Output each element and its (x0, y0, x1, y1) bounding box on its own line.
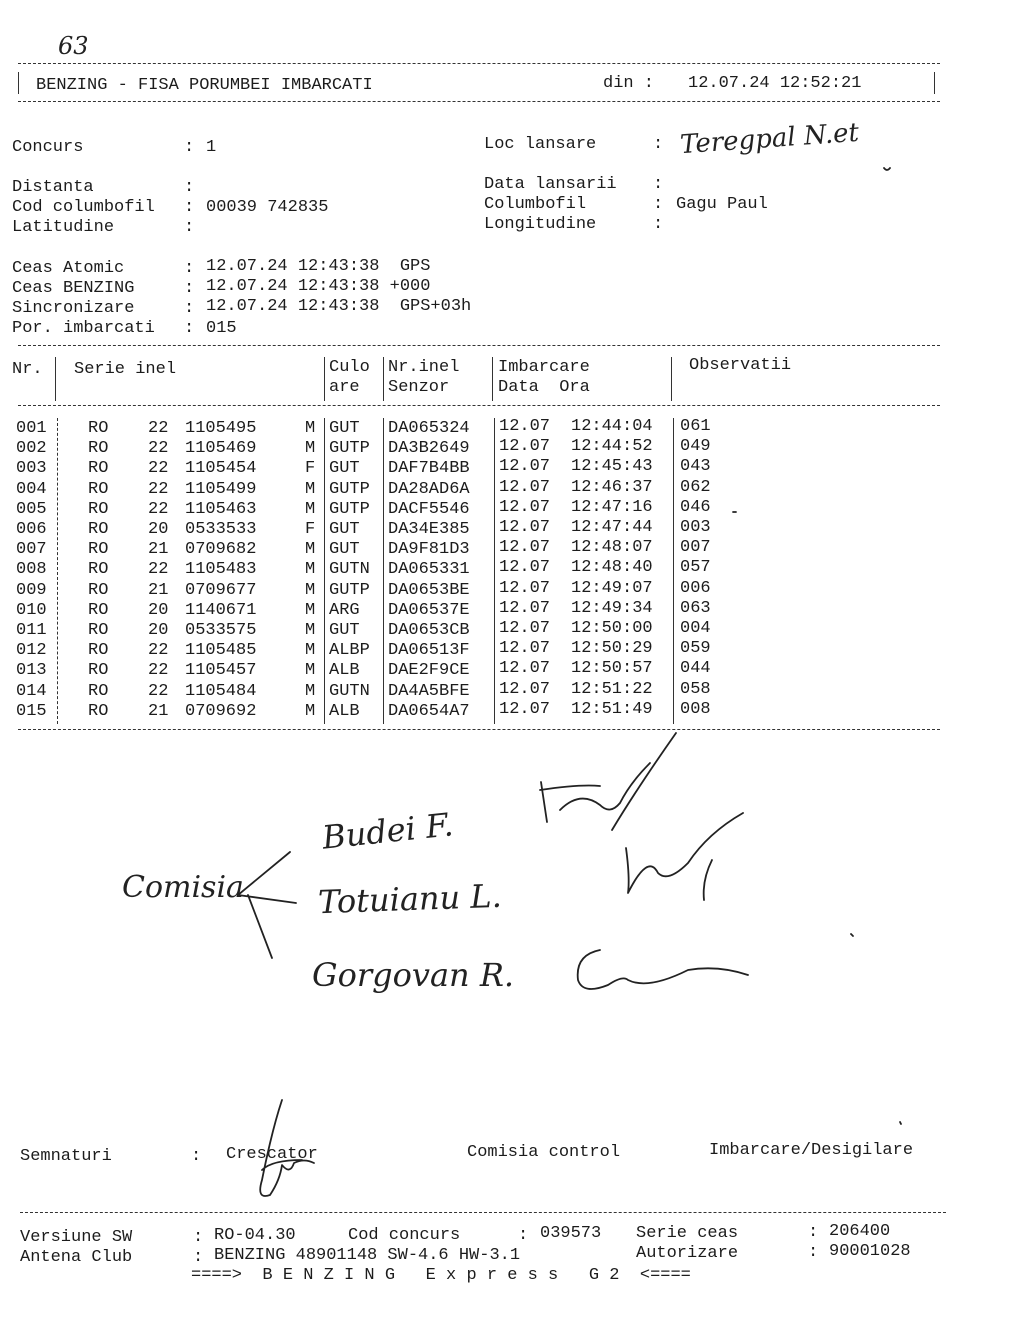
cell-senzor: DA0653CB (388, 621, 470, 640)
cell-culoare: ALB (329, 701, 360, 721)
cell-ora: 12:51:49 (571, 699, 653, 719)
cell-numar: 1105484 (185, 681, 257, 701)
antena-club-label: Antena Club (20, 1248, 133, 1267)
table-row (0, 578, 1024, 601)
din-label: din : (603, 74, 655, 93)
table-row (0, 497, 1024, 520)
cod-columbofil-label: Cod columbofil (12, 198, 155, 217)
cell-senzor: DAE2F9CE (388, 661, 470, 681)
antena-club-value: BENZING 48901148 SW-4.6 HW-3.1 (214, 1246, 521, 1265)
cell-data: 12.07 (499, 497, 551, 517)
imbarcare-desigilare-label: Imbarcare/Desigilare (709, 1141, 914, 1160)
cell-observatii: 057 (680, 558, 711, 578)
col-header-nr-inel-2: Senzor (388, 378, 450, 397)
col-header-culoare-2: are (329, 378, 360, 397)
col-header-nr: Nr. (12, 360, 43, 379)
cell-ora: 12:50:00 (571, 619, 653, 638)
cell-data: 12.07 (499, 518, 551, 537)
cell-an: 21 (148, 580, 169, 600)
cell-data: 12.07 (499, 578, 551, 598)
cell-data: 12.07 (499, 679, 551, 699)
cell-numar: 1140671 (185, 600, 257, 620)
cell-culoare: GUTP (329, 479, 370, 499)
sincronizare-label: Sincronizare (12, 299, 135, 318)
loc-lansare-label: Loc lansare (484, 135, 597, 154)
cell-culoare: GUT (329, 621, 360, 640)
benzing-express-banner: ====> B E N Z I N G E x p r e s s G 2 <==== (191, 1266, 691, 1285)
header-right-bar (934, 72, 935, 94)
concurs-value: 1 (206, 138, 217, 157)
cell-observatii: 063 (680, 598, 711, 618)
cell-an: 22 (148, 499, 169, 519)
table-row (0, 679, 1024, 702)
cell-observatii: 004 (680, 619, 711, 638)
table-row (0, 661, 1024, 681)
concurs-colon: : (184, 138, 195, 157)
cod-concurs-value: 039573 (540, 1224, 602, 1243)
cell-numar: 0709677 (185, 580, 257, 600)
document-title: BENZING - FISA PORUMBEI IMBARCATI (36, 76, 373, 95)
cod-concurs-colon: : (518, 1226, 529, 1245)
cell-culoare: GUTN (329, 560, 370, 580)
data-lansarii-colon: : (653, 175, 664, 194)
versiune-sw-value: RO-04.30 (214, 1226, 296, 1245)
cell-sex: F (305, 520, 316, 539)
signature-member-1 (540, 763, 650, 822)
cod-columbofil-value: 00039 742835 (206, 198, 329, 217)
cell-sex: M (305, 600, 316, 620)
cell-observatii: 058 (680, 679, 711, 699)
cell-tara: RO (88, 459, 109, 479)
autorizare-label: Autorizare (636, 1244, 739, 1263)
body-divider-serie (324, 418, 325, 724)
cell-ora: 12:51:22 (571, 679, 653, 699)
cell-senzor: DAF7B4BB (388, 459, 470, 479)
ceas-benzing-label: Ceas BENZING (12, 279, 135, 298)
cell-observatii: 043 (680, 457, 711, 477)
cell-culoare: GUT (329, 459, 360, 479)
cell-an: 20 (148, 600, 169, 620)
cell-culoare: GUTP (329, 439, 370, 459)
cell-data: 12.07 (499, 699, 551, 719)
semnaturi-label: Semnaturi (20, 1147, 112, 1166)
ceas-atomic-value: 12.07.24 12:43:38 GPS (206, 257, 431, 276)
cell-observatii: 059 (680, 639, 711, 659)
commission-label-handwritten: Comisia (122, 870, 244, 905)
cell-tara: RO (88, 681, 109, 701)
cell-numar: 1105495 (185, 419, 257, 438)
table-row (0, 439, 1024, 459)
cell-data: 12.07 (499, 619, 551, 638)
cell-ora: 12:48:07 (571, 538, 653, 558)
data-lansarii-label: Data lansarii (484, 175, 617, 194)
cell-numar: 0533575 (185, 621, 257, 640)
sincronizare-colon: : (184, 299, 195, 318)
loc-lansare-handwritten: Teregpal N.et (679, 117, 860, 161)
cell-nr: 006 (16, 520, 47, 539)
col-divider-senzor (492, 357, 493, 401)
cell-senzor: DA0653BE (388, 580, 470, 600)
handwritten-page-number: 63 (58, 32, 89, 60)
semnaturi-colon: : (191, 1147, 202, 1166)
cell-culoare: GUTN (329, 681, 370, 701)
commission-bracket (238, 852, 296, 958)
cell-senzor: DACF5546 (388, 499, 470, 519)
cell-senzor: DA28AD6A (388, 479, 470, 499)
cell-data: 12.07 (499, 457, 551, 477)
table-row (0, 641, 1024, 661)
cell-sex: M (305, 621, 316, 640)
cell-data: 12.07 (499, 437, 551, 457)
cell-ora: 12:47:16 (571, 497, 653, 517)
table-row (0, 477, 1024, 500)
cell-senzor: DA06537E (388, 600, 470, 620)
cell-culoare: GUT (329, 540, 360, 560)
cell-numar: 1105469 (185, 439, 257, 459)
cell-tara: RO (88, 419, 109, 438)
table-top-rule (18, 345, 940, 346)
cell-ora: 12:49:07 (571, 578, 653, 598)
col-divider-nr (55, 357, 56, 401)
cell-tara: RO (88, 580, 109, 600)
por-imbarcati-value: 015 (206, 319, 237, 338)
loc-lansare-tick (884, 168, 890, 170)
table-row (0, 621, 1024, 641)
cell-senzor: DA9F81D3 (388, 540, 470, 560)
header-bottom-rule (18, 101, 940, 102)
cell-ora: 12:50:57 (571, 659, 653, 679)
serie-ceas-value: 206400 (829, 1222, 891, 1241)
cell-nr: 008 (16, 560, 47, 580)
serie-ceas-label: Serie ceas (636, 1224, 739, 1243)
cell-sex: M (305, 560, 316, 580)
cell-an: 20 (148, 621, 169, 640)
body-divider-nr (57, 418, 58, 724)
cod-columbofil-colon: : (184, 198, 195, 217)
cell-senzor: DA065331 (388, 560, 470, 580)
col-divider-culoare (383, 357, 384, 401)
cell-senzor: DA4A5BFE (388, 681, 470, 701)
cell-sex: M (305, 681, 316, 701)
cell-ora: 12:48:40 (571, 558, 653, 578)
col-header-imbarcare-2: Data Ora (498, 378, 590, 397)
commission-member-3-handwritten: Gorgovan R. (312, 956, 515, 994)
stray-dot-1 (851, 934, 853, 936)
cell-observatii: 008 (680, 699, 711, 719)
cell-sex: M (305, 439, 316, 459)
cell-tara: RO (88, 600, 109, 620)
cell-senzor: DA06513F (388, 641, 470, 661)
commission-member-1-handwritten: Budei F. (320, 805, 455, 857)
signature-member-2 (626, 813, 743, 900)
cell-numar: 1105463 (185, 499, 257, 519)
cell-tara: RO (88, 621, 109, 640)
distanta-label: Distanta (12, 178, 94, 197)
cell-tara: RO (88, 641, 109, 661)
cell-an: 21 (148, 701, 169, 721)
cell-senzor: DA34E385 (388, 520, 470, 539)
cell-tara: RO (88, 701, 109, 721)
cell-culoare: GUT (329, 419, 360, 438)
col-header-nr-inel-1: Nr.inel (388, 358, 460, 377)
por-imbarcati-label: Por. imbarcati (12, 319, 155, 338)
cell-ora: 12:44:04 (571, 417, 653, 436)
table-row (0, 699, 1024, 722)
cell-nr: 005 (16, 499, 47, 519)
cell-nr: 001 (16, 419, 47, 438)
cell-an: 21 (148, 540, 169, 560)
latitudine-label: Latitudine (12, 218, 115, 237)
cell-data: 12.07 (499, 639, 551, 659)
cell-culoare: GUT (329, 520, 360, 539)
cell-data: 12.07 (499, 417, 551, 436)
cell-nr: 015 (16, 701, 47, 721)
commission-member-2-handwritten: Totuianu L. (317, 876, 503, 922)
cell-numar: 1105485 (185, 641, 257, 661)
cell-ora: 12:44:52 (571, 437, 653, 457)
cell-ora: 12:49:34 (571, 598, 653, 618)
cell-nr: 010 (16, 600, 47, 620)
col-header-imbarcare-1: Imbarcare (498, 358, 590, 377)
body-divider-imbarcare (673, 418, 674, 724)
cell-culoare: ARG (329, 600, 360, 620)
cell-nr: 003 (16, 459, 47, 479)
cell-observatii: 003 (680, 518, 711, 537)
cell-culoare: ALB (329, 661, 360, 681)
cell-an: 22 (148, 560, 169, 580)
table-row (0, 459, 1024, 479)
cell-culoare: GUTP (329, 580, 370, 600)
cell-data: 12.07 (499, 558, 551, 578)
table-row (0, 419, 1024, 439)
cell-nr: 012 (16, 641, 47, 661)
cell-sex: M (305, 479, 316, 499)
table-row (0, 560, 1024, 580)
cell-culoare: ALBP (329, 641, 370, 661)
table-bottom-rule (18, 729, 940, 730)
cod-concurs-label: Cod concurs (348, 1226, 461, 1245)
versiune-sw-colon: : (193, 1228, 204, 1247)
cell-tara: RO (88, 439, 109, 459)
autorizare-colon: : (808, 1243, 819, 1262)
col-header-culoare-1: Culo (329, 358, 370, 377)
columbofil-colon: : (653, 195, 664, 214)
cell-tara: RO (88, 520, 109, 539)
cell-ora: 12:47:44 (571, 518, 653, 537)
cell-observatii: 049 (680, 437, 711, 457)
cell-nr: 013 (16, 661, 47, 681)
cell-numar: 0533533 (185, 520, 257, 539)
cell-data: 12.07 (499, 598, 551, 618)
antena-club-colon: : (193, 1248, 204, 1267)
serie-ceas-colon: : (808, 1223, 819, 1242)
cell-culoare: GUTP (329, 499, 370, 519)
cell-ora: 12:46:37 (571, 477, 653, 497)
cell-observatii: 007 (680, 538, 711, 558)
cell-senzor: DA3B2649 (388, 439, 470, 459)
autorizare-value: 90001028 (829, 1242, 911, 1261)
cell-sex: M (305, 499, 316, 519)
cell-sex: M (305, 641, 316, 661)
ceas-benzing-colon: : (184, 279, 195, 298)
cell-an: 20 (148, 520, 169, 539)
cell-numar: 1105483 (185, 560, 257, 580)
header-left-bar (18, 72, 19, 94)
versiune-sw-label: Versiune SW (20, 1228, 133, 1247)
cell-nr: 014 (16, 681, 47, 701)
col-header-observatii: Observatii (689, 356, 792, 375)
cell-nr: 004 (16, 479, 47, 499)
loc-lansare-colon: : (653, 135, 664, 154)
footer-top-rule (20, 1212, 946, 1213)
cell-data: 12.07 (499, 538, 551, 558)
cell-data: 12.07 (499, 659, 551, 679)
signature-slash-long (612, 733, 676, 830)
crescator-label: Crescator (226, 1145, 318, 1164)
ceas-atomic-colon: : (184, 259, 195, 278)
cell-an: 22 (148, 479, 169, 499)
cell-an: 22 (148, 661, 169, 681)
cell-nr: 009 (16, 580, 47, 600)
stray-dot-2 (900, 1122, 901, 1124)
cell-ora: 12:50:29 (571, 639, 653, 659)
cell-senzor: DA065324 (388, 419, 470, 438)
cell-numar: 1105454 (185, 459, 257, 479)
cell-nr: 002 (16, 439, 47, 459)
cell-tara: RO (88, 540, 109, 560)
cell-tara: RO (88, 479, 109, 499)
distanta-colon: : (184, 178, 195, 197)
ceas-atomic-label: Ceas Atomic (12, 259, 125, 278)
table-row (0, 520, 1024, 540)
cell-observatii: 062 (680, 477, 711, 497)
cell-numar: 1105499 (185, 479, 257, 499)
cell-tara: RO (88, 661, 109, 681)
cell-sex: M (305, 701, 316, 721)
cell-nr: 011 (16, 621, 47, 640)
col-divider-serie (324, 357, 325, 401)
cell-nr: 007 (16, 540, 47, 560)
cell-sex: M (305, 540, 316, 560)
concurs-label: Concurs (12, 138, 84, 157)
cell-sex: M (305, 580, 316, 600)
cell-an: 22 (148, 459, 169, 479)
cell-tara: RO (88, 560, 109, 580)
cell-observatii: 061 (680, 417, 711, 436)
sincronizare-value: 12.07.24 12:43:38 GPS+03h (206, 297, 472, 316)
cell-data: 12.07 (499, 477, 551, 497)
body-divider-senzor (494, 418, 495, 724)
din-value: 12.07.24 12:52:21 (688, 74, 862, 93)
cell-numar: 0709682 (185, 540, 257, 560)
longitudine-label: Longitudine (484, 215, 597, 234)
comisia-control-label: Comisia control (467, 1143, 621, 1162)
cell-numar: 1105457 (185, 661, 257, 681)
cell-senzor: DA0654A7 (388, 701, 470, 721)
cell-an: 22 (148, 681, 169, 701)
cell-an: 22 (148, 419, 169, 438)
table-header-rule (18, 405, 940, 406)
table-row (0, 540, 1024, 560)
longitudine-colon: : (653, 215, 664, 234)
table-row (0, 598, 1024, 621)
cell-sex: M (305, 419, 316, 438)
col-divider-imbarcare (671, 357, 672, 401)
cell-observatii: 006 (680, 578, 711, 598)
cell-sex: F (305, 459, 316, 479)
latitudine-colon: : (184, 218, 195, 237)
body-divider-culoare (383, 418, 384, 724)
cell-an: 22 (148, 641, 169, 661)
cell-observatii: 046 (680, 497, 711, 517)
cell-tara: RO (88, 499, 109, 519)
signature-member-3 (578, 950, 748, 989)
cell-observatii: 044 (680, 659, 711, 679)
cell-an: 22 (148, 439, 169, 459)
cell-sex: M (305, 661, 316, 681)
columbofil-label: Columbofil (484, 195, 587, 214)
por-imbarcati-colon: : (184, 319, 195, 338)
cell-numar: 0709692 (185, 701, 257, 721)
col-header-serie-inel: Serie inel (74, 360, 177, 379)
cell-ora: 12:45:43 (571, 457, 653, 477)
ceas-benzing-value: 12.07.24 12:43:38 +000 (206, 277, 431, 296)
header-top-rule (18, 63, 940, 64)
columbofil-value: Gagu Paul (676, 195, 768, 214)
